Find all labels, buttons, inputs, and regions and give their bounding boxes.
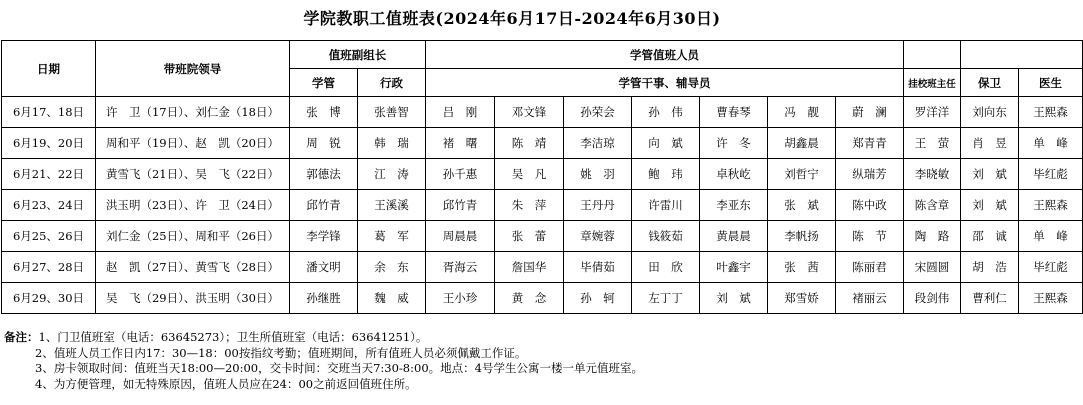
cell-staff: 吴 凡 bbox=[495, 159, 564, 190]
cell-staff: 陈丽君 bbox=[836, 252, 904, 283]
header-xueguan: 学管 bbox=[290, 69, 358, 97]
cell-staff: 邱竹青 bbox=[426, 190, 495, 221]
cell-date: 6月19、20日 bbox=[2, 128, 96, 159]
header-staff-group: 学管值班人员 bbox=[426, 41, 904, 69]
cell-head-teacher: 段剑伟 bbox=[904, 283, 961, 314]
cell-security: 刘 斌 bbox=[961, 190, 1019, 221]
cell-leader: 赵 凯（27日）、黄雪飞（28日） bbox=[96, 252, 290, 283]
cell-leader: 周和平（19日）、赵 凯（20日） bbox=[96, 128, 290, 159]
cell-leader: 吴 飞（29日）、洪玉明（30日） bbox=[96, 283, 290, 314]
cell-staff: 黄 念 bbox=[495, 283, 564, 314]
cell-staff: 褚丽云 bbox=[836, 283, 904, 314]
table-row bbox=[2, 221, 1083, 252]
table-row bbox=[2, 283, 1083, 314]
cell-staff: 左丁丁 bbox=[632, 283, 700, 314]
cell-staff: 孙荣会 bbox=[564, 97, 632, 128]
cell-head-teacher: 罗洋洋 bbox=[904, 97, 961, 128]
cell-doctor: 单 峰 bbox=[1019, 128, 1083, 159]
header-leader: 带班院领导 bbox=[96, 41, 290, 97]
cell-staff: 冯 靓 bbox=[768, 97, 836, 128]
cell-staff: 胥海云 bbox=[426, 252, 495, 283]
cell-staff: 陈 节 bbox=[836, 221, 904, 252]
cell-leader: 洪玉明（23日）、许 卫（24日） bbox=[96, 190, 290, 221]
cell-doctor: 王熙森 bbox=[1019, 283, 1083, 314]
cell-doctor: 毕红彪 bbox=[1019, 252, 1083, 283]
cell-staff: 张 斌 bbox=[768, 190, 836, 221]
cell-xueguan: 李学锋 bbox=[290, 221, 358, 252]
cell-date: 6月29、30日 bbox=[2, 283, 96, 314]
cell-leader: 黄雪飞（21日）、吴 飞（22日） bbox=[96, 159, 290, 190]
cell-xueguan: 孙继胜 bbox=[290, 283, 358, 314]
table-row bbox=[2, 128, 1083, 159]
cell-staff: 蔚 澜 bbox=[836, 97, 904, 128]
cell-security: 肖 昱 bbox=[961, 128, 1019, 159]
cell-staff: 黄晨晨 bbox=[700, 221, 768, 252]
cell-staff: 周晨晨 bbox=[426, 221, 495, 252]
cell-leader: 刘仁金（25日）、周和平（26日） bbox=[96, 221, 290, 252]
cell-staff: 纵瑞芳 bbox=[836, 159, 904, 190]
header-staff-sub: 学管干事、辅导员 bbox=[426, 69, 904, 97]
cell-staff: 胡鑫晨 bbox=[768, 128, 836, 159]
note-line bbox=[4, 361, 643, 377]
cell-staff: 郑青青 bbox=[836, 128, 904, 159]
cell-xueguan: 周 锐 bbox=[290, 128, 358, 159]
note-line bbox=[4, 346, 643, 362]
cell-staff: 曹春琴 bbox=[700, 97, 768, 128]
note-line bbox=[4, 330, 643, 346]
cell-staff: 孙千惠 bbox=[426, 159, 495, 190]
cell-staff: 毕倩茹 bbox=[564, 252, 632, 283]
cell-xingzheng: 魏 威 bbox=[358, 283, 426, 314]
cell-security: 曹利仁 bbox=[961, 283, 1019, 314]
page-title: 学院教职工值班表(2024年6月17日-2024年6月30日) bbox=[303, 9, 721, 28]
table-row bbox=[2, 97, 1083, 128]
note-item: 4、为方便管理，如无特殊原因，值班人员应在24：00之前返回值班住所。 bbox=[35, 376, 417, 391]
cell-xingzheng: 张善智 bbox=[358, 97, 426, 128]
note-line bbox=[4, 377, 643, 393]
cell-staff: 孙 轲 bbox=[564, 283, 632, 314]
cell-staff: 王丹丹 bbox=[564, 190, 632, 221]
cell-staff: 张 蕾 bbox=[495, 221, 564, 252]
cell-staff: 陈 靖 bbox=[495, 128, 564, 159]
header-empty-1 bbox=[904, 41, 961, 69]
note-item: 2、值班人员工作日内17：30—18：00按指纹考勤；值班期间，所有值班人员必须佩戴工作证。 bbox=[35, 345, 527, 360]
cell-security: 邵 诚 bbox=[961, 221, 1019, 252]
cell-staff: 张 茜 bbox=[768, 252, 836, 283]
table-row bbox=[2, 159, 1083, 190]
cell-staff: 章婉蓉 bbox=[564, 221, 632, 252]
cell-staff: 姚 羽 bbox=[564, 159, 632, 190]
cell-staff: 郑雪娇 bbox=[768, 283, 836, 314]
notes-label: 备注： bbox=[4, 330, 39, 344]
header-empty-2 bbox=[961, 41, 1083, 69]
cell-staff: 田 欣 bbox=[632, 252, 700, 283]
cell-staff: 吕 刚 bbox=[426, 97, 495, 128]
cell-head-teacher: 李晓敏 bbox=[904, 159, 961, 190]
cell-xingzheng: 王溪溪 bbox=[358, 190, 426, 221]
cell-security: 刘向东 bbox=[961, 97, 1019, 128]
cell-staff: 李帆扬 bbox=[768, 221, 836, 252]
cell-staff: 李洁琼 bbox=[564, 128, 632, 159]
cell-date: 6月27、28日 bbox=[2, 252, 96, 283]
cell-date: 6月23、24日 bbox=[2, 190, 96, 221]
cell-doctor: 王熙森 bbox=[1019, 97, 1083, 128]
table-row bbox=[2, 252, 1083, 283]
note-item: 1、门卫值班室（电话：63645273）；卫生所值班室（电话：63641251）。 bbox=[38, 330, 428, 344]
cell-xingzheng: 韩 瑞 bbox=[358, 128, 426, 159]
table-row bbox=[2, 190, 1083, 221]
cell-staff: 刘 斌 bbox=[700, 283, 768, 314]
cell-staff: 刘哲宁 bbox=[768, 159, 836, 190]
cell-staff: 孙 伟 bbox=[632, 97, 700, 128]
duty-table bbox=[1, 40, 1083, 314]
cell-doctor: 毕红彪 bbox=[1019, 159, 1083, 190]
cell-head-teacher: 陶 路 bbox=[904, 221, 961, 252]
cell-xingzheng: 江 涛 bbox=[358, 159, 426, 190]
header-date: 日期 bbox=[2, 41, 96, 97]
note-item: 3、房卡领取时间：值班当天18:00—20:00，交卡时间：交班当天7:30-8:00。地点：4号学生公寓一楼一单元值班室。 bbox=[35, 361, 643, 375]
cell-staff: 卓秋屹 bbox=[700, 159, 768, 190]
cell-staff: 许 冬 bbox=[700, 128, 768, 159]
header-head-teacher: 挂校班主任 bbox=[904, 69, 961, 97]
cell-date: 6月25、26日 bbox=[2, 221, 96, 252]
cell-staff: 褚 曙 bbox=[426, 128, 495, 159]
cell-xingzheng: 余 东 bbox=[358, 252, 426, 283]
cell-xueguan: 郭德法 bbox=[290, 159, 358, 190]
cell-doctor: 王熙森 bbox=[1019, 190, 1083, 221]
header-doctor: 医生 bbox=[1019, 69, 1083, 97]
cell-xueguan: 潘文明 bbox=[290, 252, 358, 283]
cell-xueguan: 张 博 bbox=[290, 97, 358, 128]
header-vice-group: 值班副组长 bbox=[290, 41, 426, 69]
cell-staff: 邓文锋 bbox=[495, 97, 564, 128]
cell-doctor: 单 峰 bbox=[1019, 221, 1083, 252]
cell-head-teacher: 王 萤 bbox=[904, 128, 961, 159]
header-security: 保卫 bbox=[961, 69, 1019, 97]
cell-xueguan: 邱竹青 bbox=[290, 190, 358, 221]
cell-staff: 许雷川 bbox=[632, 190, 700, 221]
cell-staff: 詹国华 bbox=[495, 252, 564, 283]
cell-staff: 王小珍 bbox=[426, 283, 495, 314]
cell-leader: 许 卫（17日）、刘仁金（18日） bbox=[96, 97, 290, 128]
cell-staff: 叶鑫宇 bbox=[700, 252, 768, 283]
header-xingzheng: 行政 bbox=[358, 69, 426, 97]
cell-head-teacher: 陈含章 bbox=[904, 190, 961, 221]
cell-head-teacher: 宋圆圆 bbox=[904, 252, 961, 283]
cell-xingzheng: 葛 军 bbox=[358, 221, 426, 252]
cell-staff: 鲍 玮 bbox=[632, 159, 700, 190]
cell-date: 6月21、22日 bbox=[2, 159, 96, 190]
notes-section bbox=[4, 330, 643, 392]
cell-security: 胡 浩 bbox=[961, 252, 1019, 283]
cell-staff: 向 斌 bbox=[632, 128, 700, 159]
cell-staff: 朱 萍 bbox=[495, 190, 564, 221]
cell-security: 刘 斌 bbox=[961, 159, 1019, 190]
cell-staff: 陈中政 bbox=[836, 190, 904, 221]
cell-staff: 钱筱茹 bbox=[632, 221, 700, 252]
cell-date: 6月17、18日 bbox=[2, 97, 96, 128]
cell-staff: 李亚东 bbox=[700, 190, 768, 221]
